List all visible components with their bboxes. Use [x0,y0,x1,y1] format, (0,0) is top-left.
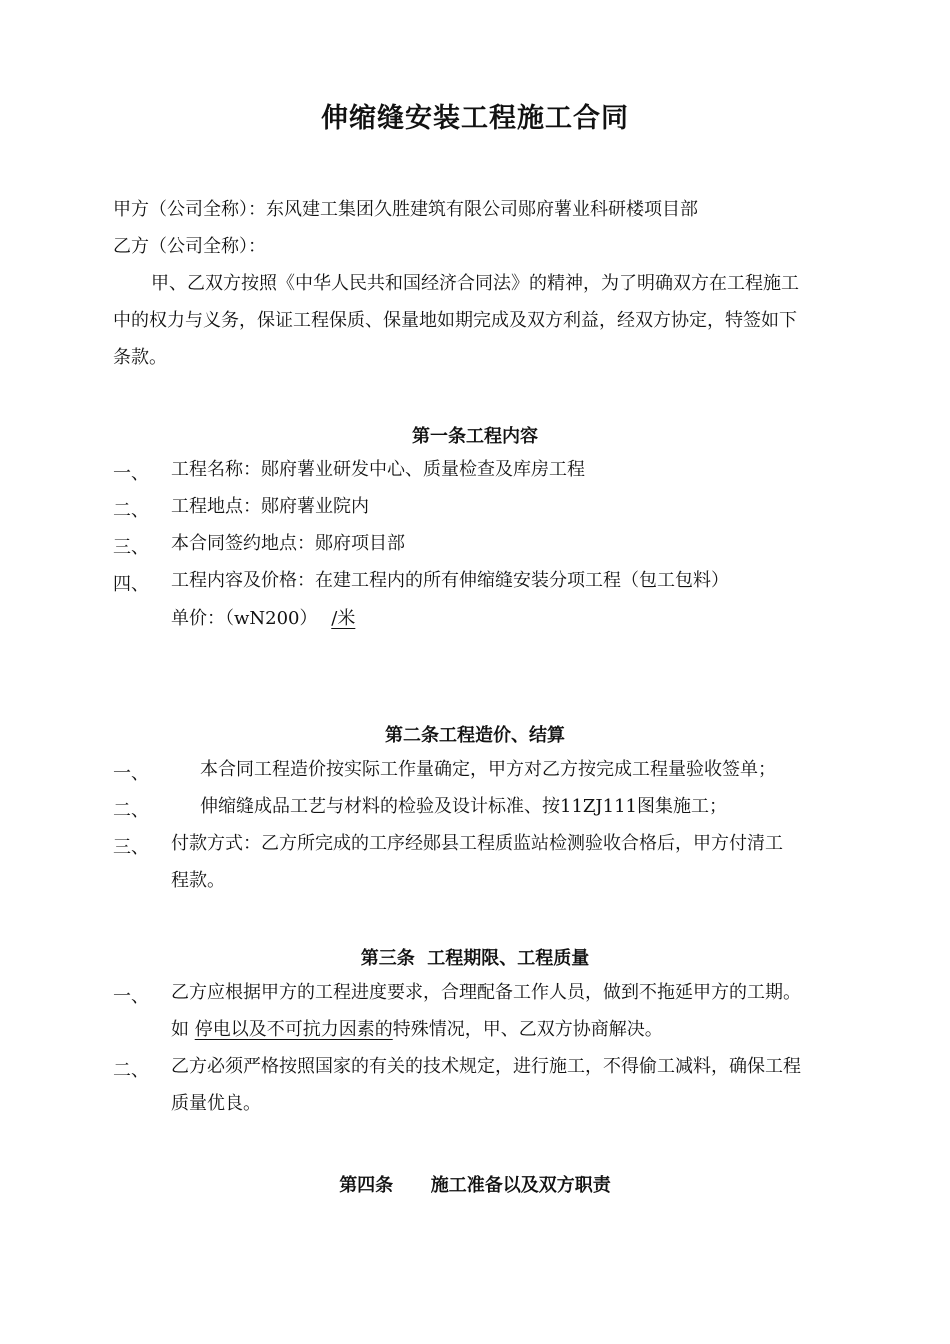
party-a-line [113,199,698,221]
section-2-heading: 第二条工程造价、结算 [385,725,565,746]
s1-item-4-num: 四、 [113,574,149,595]
section-3-heading: 第三条 工程期限、工程质量 [360,948,590,969]
s3-item-1-cont [171,1019,663,1041]
party-a-value: 东风建工集团久胜建筑有限公司郧府薯业科研楼项目部 [266,199,698,220]
s3-item-1-cont-a: 如 [171,1019,195,1040]
s1-item-4-text: 工程内容及价格：在建工程内的所有伸缩缝安装分项工程（包工包料） [171,570,729,591]
s3-item-1-cont-underlined: 停电以及不可抗力因素的 [194,1019,393,1040]
intro-line-3: 条款。 [113,347,167,368]
s1-item-2-num: 二、 [113,500,149,521]
party-b-line [113,236,266,258]
s3-item-2-cont: 质量优良。 [171,1093,261,1114]
s1-item-1-text: 工程名称：郧府薯业研发中心、质量检查及库房工程 [171,459,585,480]
document-title: 伸缩缝安装工程施工合同 [321,103,629,134]
unit-price-label: 单价：（wN200） [171,608,318,629]
s3-item-1-num: 一、 [113,986,149,1007]
s1-item-1-num: 一、 [113,463,149,484]
s2-item-1-num: 一、 [113,763,149,784]
s2-item-2-text: 伸缩缝成品工艺与材料的检验及设计标准、按11ZJ111图集施工； [200,796,727,817]
party-a-label: 甲方（公司全称）： [113,199,266,220]
s2-item-3-text: 付款方式：乙方所完成的工序经郧县工程质监站检测验收合格后，甲方付清工 [171,833,783,854]
intro-line-2: 中的权力与义务，保证工程保质、保量地如期完成及双方利益，经双方协定，特签如下 [113,310,797,331]
unit-price-line [171,608,355,630]
s2-item-2-num: 二、 [113,800,149,821]
s3-item-2-text: 乙方必须严格按照国家的有关的技术规定，进行施工，不得偷工减料，确保工程 [171,1056,801,1077]
s3-item-1-text: 乙方应根据甲方的工程进度要求，合理配备工作人员，做到不拖延甲方的工期。 [171,982,801,1003]
s3-item-1-cont-c: 特殊情况，甲、乙双方协商解决。 [392,1019,663,1040]
section-4-heading: 第四条 施工准备以及双方职责 [339,1175,611,1196]
s3-item-2-num: 二、 [113,1060,149,1081]
unit-price-unit: /米 [331,608,356,629]
s1-item-3-text: 本合同签约地点：郧府项目部 [171,533,405,554]
s2-item-3-cont: 程款。 [171,870,225,891]
s1-item-3-num: 三、 [113,537,149,558]
party-b-label: 乙方（公司全称）： [113,236,266,257]
section-1-heading: 第一条工程内容 [412,426,538,447]
s1-item-2-text: 工程地点：郧府薯业院内 [171,496,369,517]
intro-line-1: 甲、乙双方按照《中华人民共和国经济合同法》的精神，为了明确双方在工程施工 [151,273,799,294]
s2-item-1-text: 本合同工程造价按实际工作量确定，甲方对乙方按完成工程量验收签单； [200,759,776,780]
s2-item-3-num: 三、 [113,837,149,858]
